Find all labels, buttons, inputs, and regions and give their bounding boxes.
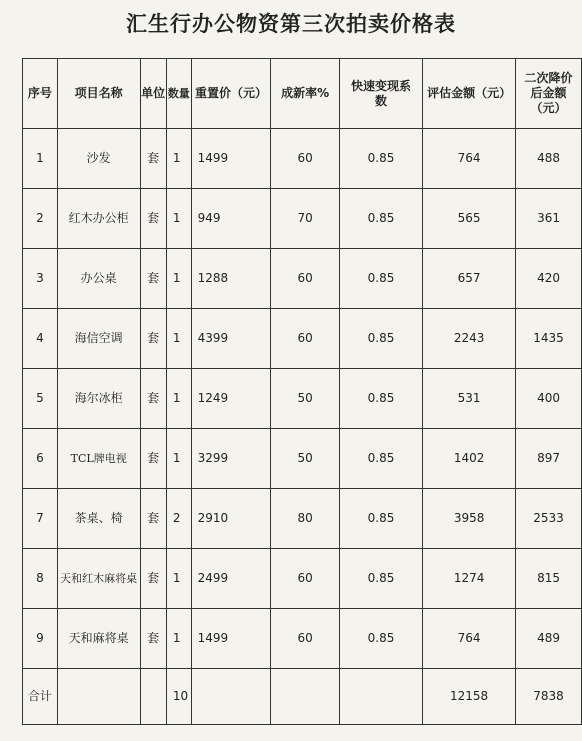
- cell-liquidation-factor: 0.85: [339, 129, 422, 189]
- cell-unit: 套: [140, 249, 166, 309]
- table-row: [23, 309, 582, 369]
- cell-liquidation-factor: 0.85: [339, 609, 422, 669]
- cell-quantity: 1: [166, 369, 191, 429]
- header-appraised-amount: 评估金额（元）: [423, 59, 516, 129]
- cell-quantity: 1: [166, 609, 191, 669]
- cell-replacement-price: 2499: [191, 549, 271, 609]
- cell-appraised-amount: 764: [423, 129, 516, 189]
- header-reduced-amount: 二次降价后金额（元）: [516, 59, 582, 129]
- header-row: [23, 59, 582, 129]
- cell-unit: [140, 669, 166, 725]
- cell-quantity: 1: [166, 129, 191, 189]
- cell-item-name: [57, 669, 140, 725]
- cell-unit: 套: [140, 489, 166, 549]
- cell-item-name: 沙发: [57, 129, 140, 189]
- cell-quantity: 1: [166, 249, 191, 309]
- cell-quantity: 1: [166, 309, 191, 369]
- cell-index: 4: [23, 309, 58, 369]
- cell-newness-rate: 60: [271, 249, 340, 309]
- cell-quantity: 1: [166, 189, 191, 249]
- cell-unit: 套: [140, 129, 166, 189]
- cell-replacement-price: 1499: [191, 609, 271, 669]
- cell-unit: 套: [140, 309, 166, 369]
- cell-replacement-price: 1249: [191, 369, 271, 429]
- cell-appraised-amount: 1402: [423, 429, 516, 489]
- cell-newness-rate: 60: [271, 609, 340, 669]
- cell-reduced-amount: 488: [516, 129, 582, 189]
- cell-replacement-price: 4399: [191, 309, 271, 369]
- cell-appraised-amount: 657: [423, 249, 516, 309]
- table-row: [23, 429, 582, 489]
- cell-liquidation-factor: 0.85: [339, 369, 422, 429]
- cell-appraised-amount: 1274: [423, 549, 516, 609]
- cell-liquidation-factor: 0.85: [339, 429, 422, 489]
- cell-reduced-amount: 815: [516, 549, 582, 609]
- header-item-name: 项目名称: [57, 59, 140, 129]
- header-quantity: 数量: [166, 59, 191, 129]
- cell-item-name: TCL牌电视: [57, 429, 140, 489]
- cell-index: 3: [23, 249, 58, 309]
- header-liquidation-factor: 快速变现系数: [339, 59, 422, 129]
- header-newness-rate: 成新率%: [271, 59, 340, 129]
- cell-newness-rate: [271, 669, 340, 725]
- table-row: [23, 609, 582, 669]
- cell-appraised-amount: 531: [423, 369, 516, 429]
- price-table: [22, 58, 582, 725]
- table-row: [23, 129, 582, 189]
- cell-newness-rate: 60: [271, 129, 340, 189]
- header-replacement-price: 重置价（元）: [191, 59, 271, 129]
- cell-reduced-amount: 361: [516, 189, 582, 249]
- cell-index: 9: [23, 609, 58, 669]
- cell-reduced-amount: 7838: [516, 669, 582, 725]
- cell-replacement-price: 1499: [191, 129, 271, 189]
- cell-unit: 套: [140, 369, 166, 429]
- cell-unit: 套: [140, 189, 166, 249]
- cell-replacement-price: [191, 669, 271, 725]
- cell-index: 6: [23, 429, 58, 489]
- cell-item-name: 海尔冰柜: [57, 369, 140, 429]
- cell-item-name: 茶桌、椅: [57, 489, 140, 549]
- cell-index: 1: [23, 129, 58, 189]
- cell-reduced-amount: 897: [516, 429, 582, 489]
- cell-appraised-amount: 12158: [423, 669, 516, 725]
- table-row: [23, 489, 582, 549]
- cell-liquidation-factor: 0.85: [339, 489, 422, 549]
- cell-liquidation-factor: 0.85: [339, 189, 422, 249]
- table-row: [23, 189, 582, 249]
- cell-liquidation-factor: 0.85: [339, 249, 422, 309]
- cell-item-name: 办公桌: [57, 249, 140, 309]
- cell-item-name: 海信空调: [57, 309, 140, 369]
- cell-quantity: 2: [166, 489, 191, 549]
- cell-reduced-amount: 400: [516, 369, 582, 429]
- cell-index: 合计: [23, 669, 58, 725]
- cell-replacement-price: 949: [191, 189, 271, 249]
- table-row: [23, 369, 582, 429]
- total-row: [23, 669, 582, 725]
- cell-reduced-amount: 489: [516, 609, 582, 669]
- cell-newness-rate: 50: [271, 369, 340, 429]
- header-index: 序号: [23, 59, 58, 129]
- cell-item-name: 红木办公柜: [57, 189, 140, 249]
- cell-liquidation-factor: 0.85: [339, 309, 422, 369]
- cell-reduced-amount: 420: [516, 249, 582, 309]
- cell-index: 7: [23, 489, 58, 549]
- cell-item-name: 天和麻将桌: [57, 609, 140, 669]
- cell-unit: 套: [140, 549, 166, 609]
- cell-newness-rate: 80: [271, 489, 340, 549]
- cell-newness-rate: 60: [271, 309, 340, 369]
- cell-quantity: 10: [166, 669, 191, 725]
- cell-index: 2: [23, 189, 58, 249]
- cell-quantity: 1: [166, 429, 191, 489]
- cell-unit: 套: [140, 429, 166, 489]
- cell-index: 8: [23, 549, 58, 609]
- cell-newness-rate: 70: [271, 189, 340, 249]
- cell-reduced-amount: 1435: [516, 309, 582, 369]
- cell-appraised-amount: 565: [423, 189, 516, 249]
- table-row: [23, 249, 582, 309]
- cell-newness-rate: 60: [271, 549, 340, 609]
- cell-item-name: 天和红木麻将桌: [57, 549, 140, 609]
- cell-reduced-amount: 2533: [516, 489, 582, 549]
- cell-quantity: 1: [166, 549, 191, 609]
- cell-unit: 套: [140, 609, 166, 669]
- cell-replacement-price: 3299: [191, 429, 271, 489]
- page-title: 汇生行办公物资第三次拍卖价格表: [126, 12, 456, 36]
- cell-newness-rate: 50: [271, 429, 340, 489]
- cell-liquidation-factor: [339, 669, 422, 725]
- cell-index: 5: [23, 369, 58, 429]
- header-unit: 单位: [140, 59, 166, 129]
- cell-replacement-price: 2910: [191, 489, 271, 549]
- table-row: [23, 549, 582, 609]
- cell-appraised-amount: 2243: [423, 309, 516, 369]
- cell-appraised-amount: 764: [423, 609, 516, 669]
- cell-liquidation-factor: 0.85: [339, 549, 422, 609]
- cell-replacement-price: 1288: [191, 249, 271, 309]
- cell-appraised-amount: 3958: [423, 489, 516, 549]
